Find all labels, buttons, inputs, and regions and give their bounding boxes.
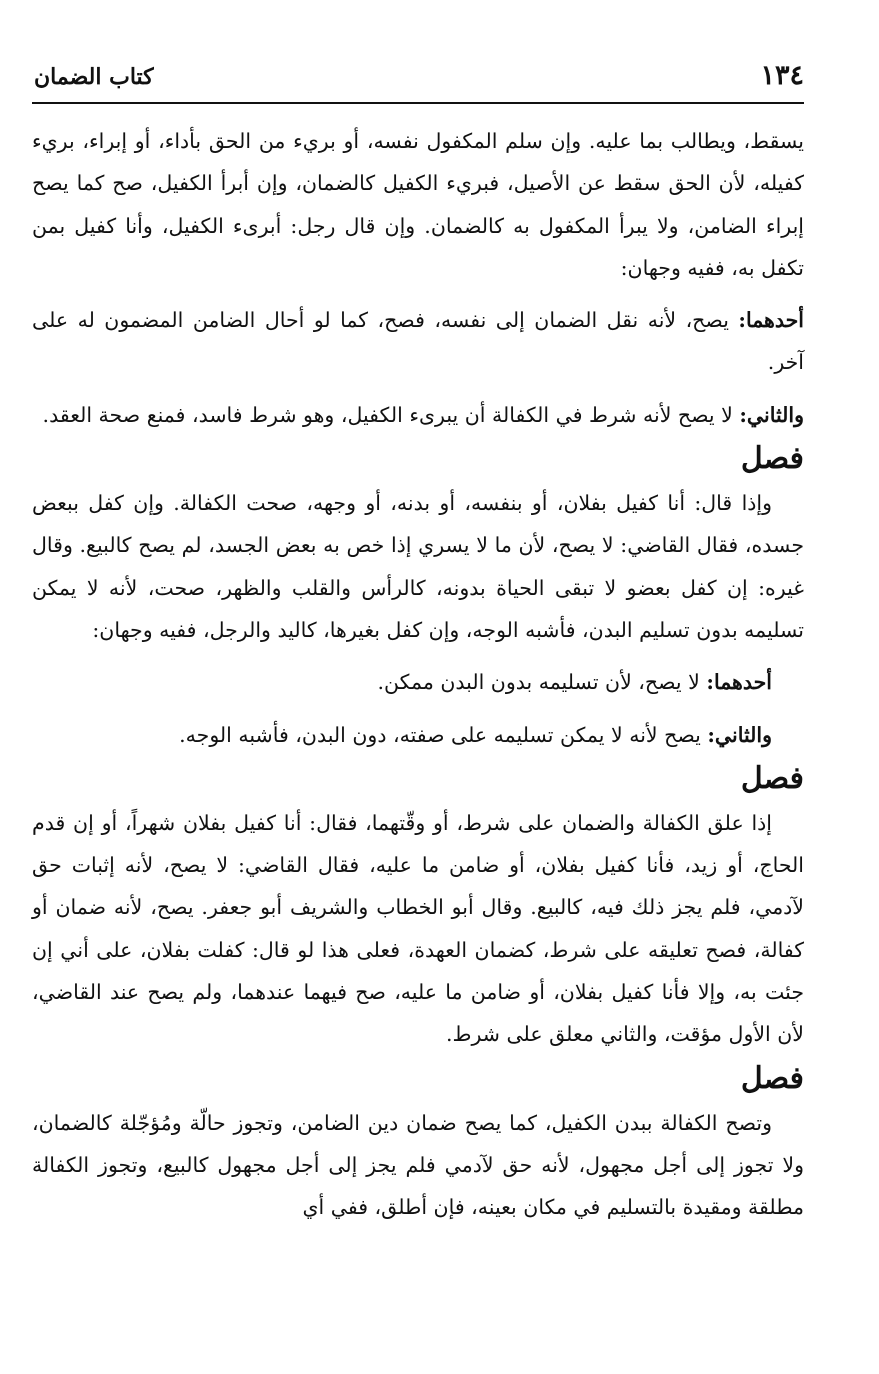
section-heading: فصل: [740, 760, 804, 796]
option-second: [32, 394, 804, 436]
option-label: أحدهما:: [738, 308, 804, 333]
section-paragraph: وتصح الكفالة ببدن الكفيل، كما يصح ضمان دين الضامن، وتجوز حالّة ومُؤجّلة كالضمان، ولا تجوز إلى أجل مجهول، لأنه حق لآدمي فلم يجز إلى أجل مجهول كالبيع، وتجوز الكفالة مطلقة ومقيدة بالتسليم في مكان بعينه، فإن أطلق، ففي أي: [32, 1110, 804, 1220]
running-title: كتاب الضمان: [34, 64, 154, 90]
page-header: [32, 58, 804, 104]
option-label: والثاني:: [739, 402, 804, 427]
page-number: ١٣٤: [760, 60, 804, 91]
section-heading: فصل: [740, 1060, 804, 1096]
section-paragraph: إذا علق الكفالة والضمان على شرط، أو وقّتهما، فقال: أنا كفيل بفلان شهراً، أو إن قدم الحاج، أو زيد، فأنا كفيل بفلان، أو ضامن ما عليه، فقال القاضي: لا يصح، لأنه إثبات حق لآدمي، فلم يجز ذلك فيه، كالبيع. وقال أبو الخطاب والشريف أبو جعفر. يصح، لأنه ضمان أو كفالة، فصح تعليقه على شرط، كضمان العهدة، فعلى هذا لو قال: كفلت بفلان، على أني إن جئت به، وإلا فأنا كفيل بفلان، أو ضامن ما عليه، صح فيهما عندهما، ولم يصح عند القاضي، لأن الأول مؤقت، والثاني معلق على شرط.: [32, 810, 804, 1047]
option-label: والثاني:: [707, 722, 772, 747]
section-paragraph: وإذا قال: أنا كفيل بفلان، أو بنفسه، أو بدنه، أو وجهه، صحت الكفالة. وإن كفل ببعض جسده، فقال القاضي: لا يصح، لأن ما لا يسري إذا خص به بعض الجسد، لم يصح كالبيع. وقال غيره: إن كفل بعضو لا تبقى الحياة بدونه، كالرأس والقلب والظهر، صحت، لأنه لا يمكن تسليمه بدون تسليم البدن، فأشبه الوجه، وإن كفل بغيرها، كاليد والرجل، ففيه وجهان:: [32, 491, 804, 642]
option-text: يصح لأنه لا يمكن تسليمه على صفته، دون البدن، فأشبه الوجه.: [179, 722, 701, 747]
section-heading: فصل: [740, 441, 804, 477]
option-first: [32, 661, 804, 703]
option-text: لا يصح، لأن تسليمه بدون البدن ممكن.: [377, 670, 700, 695]
option-text: يصح، لأنه نقل الضمان إلى نفسه، فصح، كما لو أحال الضامن المضمون له على آخر.: [32, 308, 804, 375]
paragraph-continuation: يسقط، ويطالب بما عليه. وإن سلم المكفول نفسه، أو بريء من الحق بأداء، أو إبراء، بريء كفيله، لأن الحق سقط عن الأصيل، فبريء الكفيل كالضمان، وإن أبرأ الكفيل، صح كما يصح إبراء الضامن، ولا يبرأ المكفول به كالضمان. وإن قال رجل: أبرىء الكفيل، وأنا كفيل بمن تكفل به، ففيه وجهان:: [32, 129, 804, 280]
option-second: [32, 714, 804, 756]
option-text: لا يصح لأنه شرط في الكفالة أن يبرىء الكفيل، وهو شرط فاسد، فمنع صحة العقد.: [42, 402, 733, 427]
page-body: [32, 120, 804, 1229]
option-label: أحدهما:: [706, 670, 772, 695]
option-first: [32, 299, 804, 384]
